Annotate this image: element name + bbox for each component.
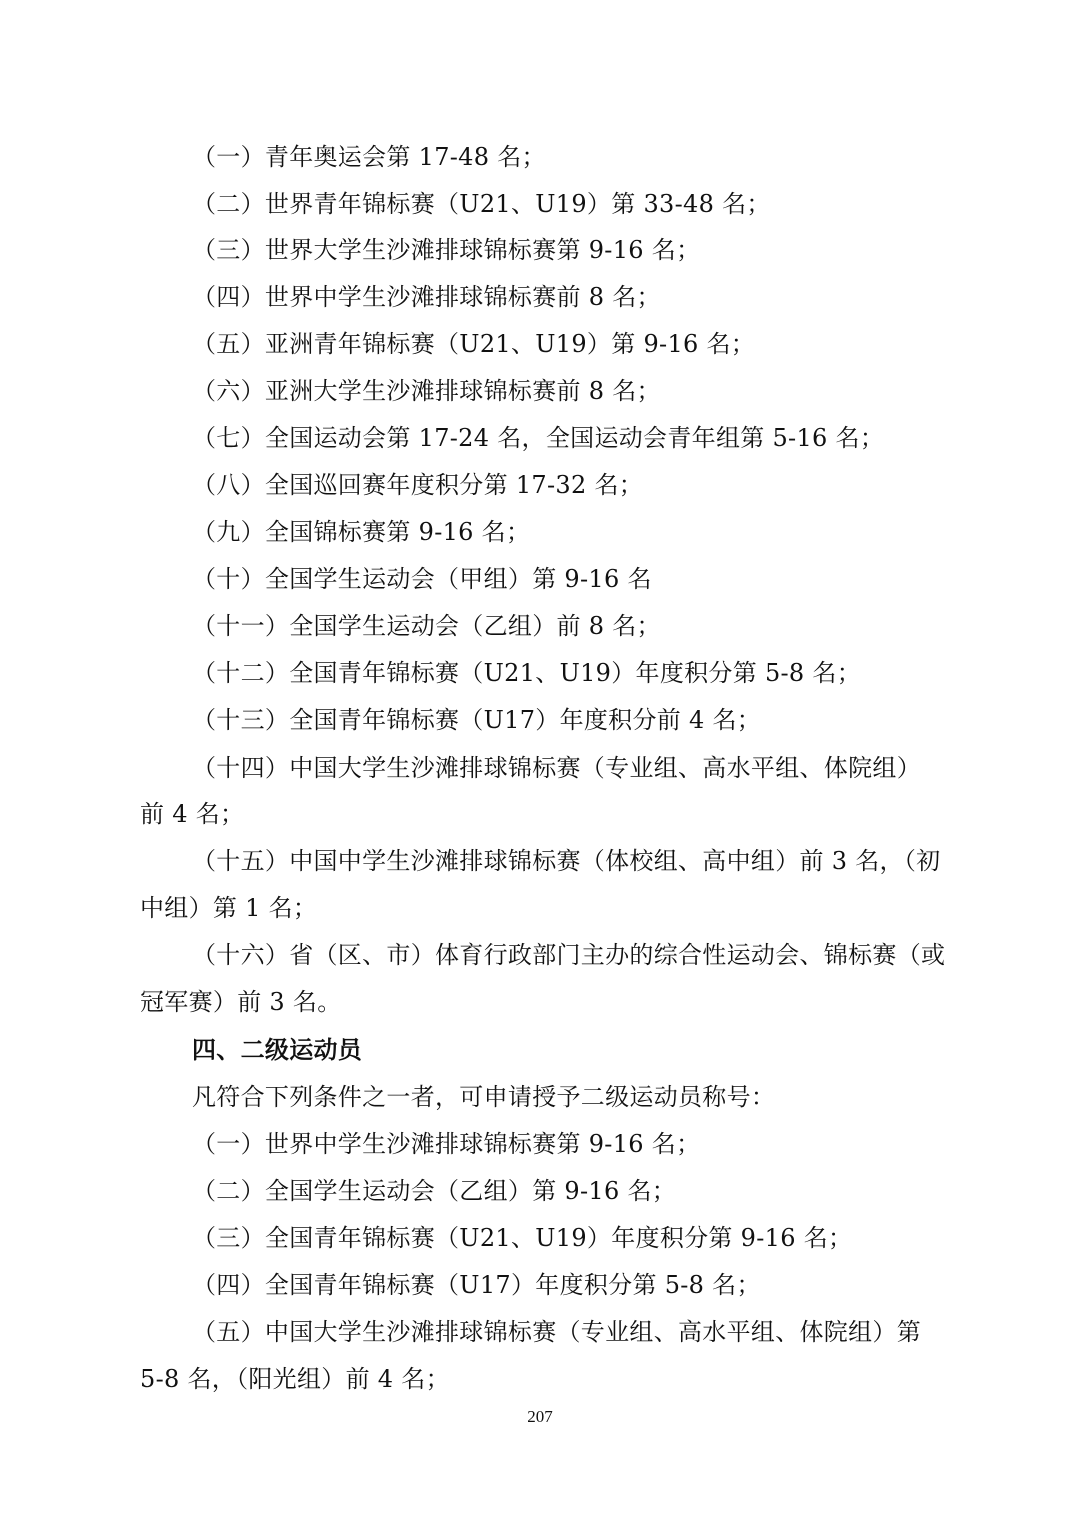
- list-item: （二）世界青年锦标赛（U21、U19）第 33-48 名；: [192, 190, 771, 218]
- list-item: （十一）全国学生运动会（乙组）前 8 名；: [192, 612, 661, 640]
- list-item-line: （十五）中国中学生沙滩排球锦标赛（体校组、高中组）前 3 名，（初: [192, 847, 941, 875]
- list-item: （一）青年奥运会第 17-48 名；: [192, 143, 546, 171]
- list-item: （二）全国学生运动会（乙组）第 9-16 名；: [192, 1177, 677, 1205]
- list-item: （六）亚洲大学生沙滩排球锦标赛前 8 名；: [192, 377, 661, 405]
- list-item: （四）世界中学生沙滩排球锦标赛前 8 名；: [192, 283, 661, 311]
- list-item: （一）世界中学生沙滩排球锦标赛第 9-16 名；: [192, 1130, 701, 1158]
- list-item-line: （十六）省（区、市）体育行政部门主办的综合性运动会、锦标赛（或: [192, 941, 946, 969]
- list-item: （十三）全国青年锦标赛（U17）年度积分前 4 名；: [192, 706, 762, 734]
- list-item: （十）全国学生运动会（甲组）第 9-16 名: [192, 565, 652, 593]
- list-item: （三）全国青年锦标赛（U21、U19）年度积分第 9-16 名；: [192, 1224, 853, 1252]
- list-item: （四）全国青年锦标赛（U17）年度积分第 5-8 名；: [192, 1271, 761, 1299]
- list-item-continuation: 5-8 名，（阳光组）前 4 名；: [140, 1365, 450, 1393]
- page-number: 207: [527, 1407, 553, 1426]
- list-item: （五）亚洲青年锦标赛（U21、U19）第 9-16 名；: [192, 330, 756, 358]
- section-heading: 四、二级运动员: [192, 1036, 363, 1064]
- list-item: （九）全国锦标赛第 9-16 名；: [192, 518, 531, 546]
- list-item: （八）全国巡回赛年度积分第 17-32 名；: [192, 471, 644, 499]
- list-item: （十二）全国青年锦标赛（U21、U19）年度积分第 5-8 名；: [192, 659, 862, 687]
- section-intro: 凡符合下列条件之一者，可申请授予二级运动员称号：: [192, 1083, 776, 1111]
- list-item-continuation: 前 4 名；: [140, 800, 245, 828]
- list-item-line: （十四）中国大学生沙滩排球锦标赛（专业组、高水平组、体院组）: [192, 754, 921, 782]
- list-item-line: （五）中国大学生沙滩排球锦标赛（专业组、高水平组、体院组）第: [192, 1318, 921, 1346]
- list-item: （七）全国运动会第 17-24 名，全国运动会青年组第 5-16 名；: [192, 424, 885, 452]
- list-item: （三）世界大学生沙滩排球锦标赛第 9-16 名；: [192, 236, 701, 264]
- list-item-continuation: 中组）第 1 名；: [140, 894, 318, 922]
- list-item-continuation: 冠军赛）前 3 名。: [140, 988, 342, 1016]
